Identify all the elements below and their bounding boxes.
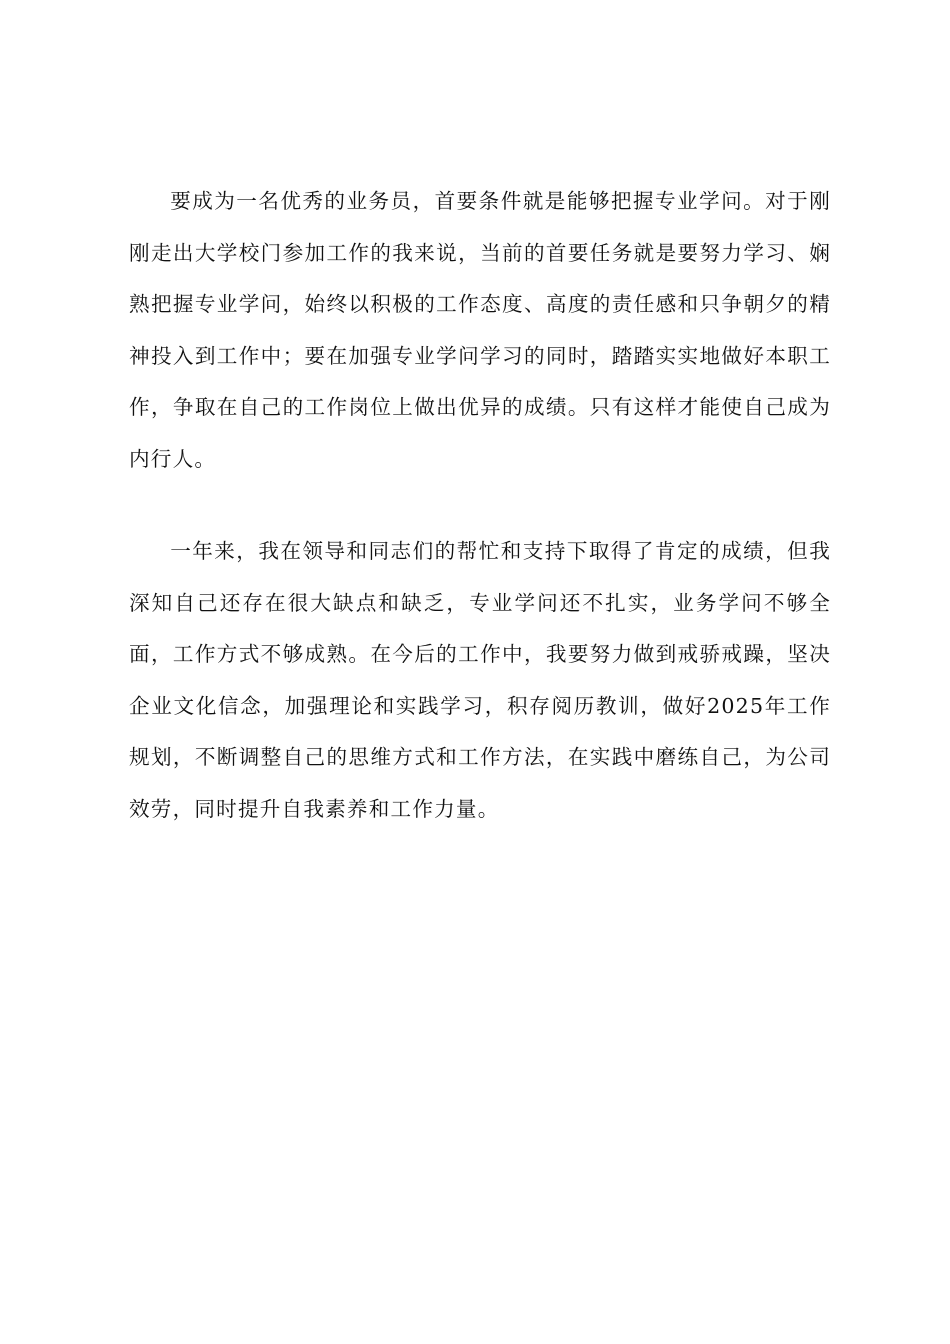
paragraph-2: 一年来，我在领导和同志们的帮忙和支持下取得了肯定的成绩，但我深知自己还存在很大缺点和缺乏，专业学问还不扎实，业务学问不够全面，工作方式不够成熟。在今后的工作中，我要努力做到戒骄戒躁，坚决企业文化信念，加强理论和实践学习，积存阅历教训，做好2025年工作规划，不断调整自己的思维方式和工作方法，在实践中磨练自己，为公司效劳，同时提升自我素养和工作力量。 xyxy=(129,539,831,821)
paragraph-1: 要成为一名优秀的业务员，首要条件就是能够把握专业学问。对于刚刚走出大学校门参加工作的我来说，当前的首要任务就是要努力学习、娴熟把握专业学问，始终以积极的工作态度、高度的责任感和只争朝夕的精神投入到工作中；要在加强专业学问学习的同时，踏踏实实地做好本职工作，争取在自己的工作岗位上做出优异的成绩。只有这样才能使自己成为内行人。 xyxy=(129,189,831,471)
